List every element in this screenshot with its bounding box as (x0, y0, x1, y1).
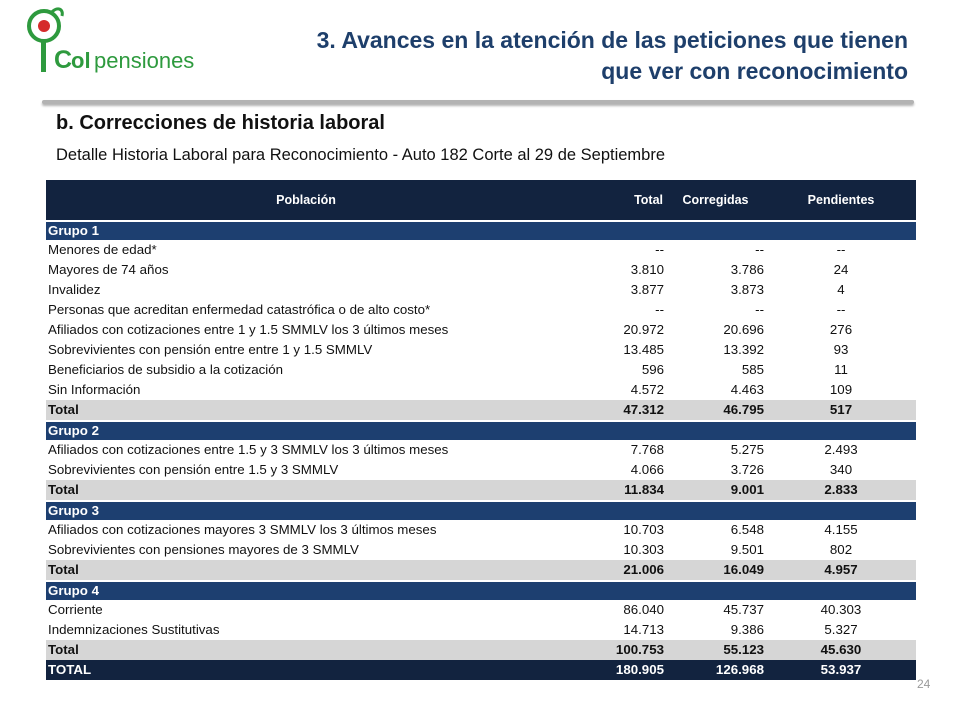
section-heading: b. Correcciones de historia laboral (56, 112, 385, 134)
cell-pendientes: 276 (829, 322, 853, 337)
table-row (46, 300, 916, 320)
cell-pendientes: 11 (834, 362, 848, 377)
cell-corregidas: 585 (741, 362, 764, 377)
table-row (46, 280, 916, 300)
total-corregidas: 9.001 (666, 480, 766, 501)
group-row (46, 581, 916, 600)
col-header-pendientes: Pendientes (766, 180, 916, 221)
cell-corregidas: -- (755, 302, 764, 317)
cell-total: 596 (641, 362, 664, 377)
group-label: Grupo 1 (46, 221, 916, 240)
cell-total: 86.040 (623, 602, 664, 617)
group-row (46, 501, 916, 520)
cell-total: 10.703 (623, 522, 664, 537)
total-total: 21.006 (566, 560, 666, 581)
cell-pendientes: 4 (837, 282, 845, 297)
cell-population: Mayores de 74 años (48, 262, 169, 277)
cell-pendientes: 340 (829, 462, 853, 477)
group-row (46, 221, 916, 240)
cell-population: Afiliados con cotizaciones entre 1 y 1.5 SMMLV los 3 últimos meses (48, 322, 449, 337)
cell-pendientes: 109 (829, 382, 853, 397)
cell-pendientes: -- (836, 242, 846, 257)
cell-corregidas: 13.392 (723, 342, 764, 357)
cell-population: Menores de edad* (48, 242, 157, 257)
total-total: 47.312 (566, 400, 666, 421)
cell-pendientes: 4.155 (824, 522, 858, 537)
cell-pendientes: 24 (833, 262, 849, 277)
cell-population: Beneficiarios de subsidio a la cotización (48, 362, 284, 377)
table-row (46, 620, 916, 640)
grand-total-corregidas: 126.968 (666, 660, 766, 680)
cell-population: Sobrevivientes con pensión entre 1.5 y 3 SMMLV (48, 462, 339, 477)
table-row (46, 600, 916, 620)
cell-population: Sobrevivientes con pensión entre entre 1 y 1.5 SMMLV (48, 342, 373, 357)
col-header-total: Total (566, 180, 666, 221)
cell-total: 4.572 (630, 382, 664, 397)
colpensiones-logo (14, 6, 194, 78)
total-total: 11.834 (566, 480, 666, 501)
cell-pendientes: -- (836, 302, 846, 317)
cell-pendientes: 2.493 (824, 442, 858, 457)
cell-pendientes: 93 (833, 342, 849, 357)
cell-population: Sin Información (48, 382, 141, 397)
cell-pendientes: 802 (829, 542, 853, 557)
cell-population: Corriente (48, 602, 103, 617)
page-title-line1: 3. Avances en la atención de las peticiones que tienen (316, 27, 908, 53)
cell-population: Afiliados con cotizaciones mayores 3 SMMLV los 3 últimos meses (48, 522, 437, 537)
cell-corregidas: 3.786 (730, 262, 764, 277)
cell-total: 3.810 (630, 262, 664, 277)
total-pendientes: 2.833 (766, 480, 916, 501)
table-row (46, 360, 916, 380)
cell-total: 10.303 (623, 542, 664, 557)
table-row (46, 440, 916, 460)
cell-corregidas: 6.548 (730, 522, 764, 537)
table-row (46, 460, 916, 480)
cell-total: 4.066 (630, 462, 664, 477)
grand-total-row (46, 660, 916, 680)
cell-pendientes: 5.327 (824, 622, 858, 637)
cell-total: -- (655, 242, 664, 257)
page-title-line2: que ver con reconocimiento (601, 58, 908, 84)
table-row (46, 340, 916, 360)
total-label: Total (46, 640, 566, 660)
cell-total: 14.713 (623, 622, 664, 637)
table-body (46, 221, 916, 680)
cell-corregidas: 20.696 (723, 322, 764, 337)
table-row (46, 240, 916, 260)
total-corregidas: 16.049 (666, 560, 766, 581)
group-total-row (46, 480, 916, 501)
group-total-row (46, 400, 916, 421)
table-subtitle: Detalle Historia Laboral para Reconocimiento - Auto 182 Corte al 29 de Septiembre (56, 146, 666, 164)
grand-total-pendientes: 53.937 (766, 660, 916, 680)
group-label: Grupo 2 (46, 421, 916, 440)
group-row (46, 421, 916, 440)
total-pendientes: 45.630 (766, 640, 916, 660)
col-header-poblacion: Población (46, 180, 566, 221)
total-label: Total (46, 480, 566, 501)
col-header-corregidas: Corregidas (666, 180, 766, 221)
cell-pendientes: 40.303 (820, 602, 862, 617)
group-total-row (46, 640, 916, 660)
cell-total: -- (655, 302, 664, 317)
cell-population: Invalidez (48, 282, 101, 297)
cell-total: 20.972 (623, 322, 664, 337)
cell-population: Personas que acreditan enfermedad catastrófica o de alto costo* (48, 302, 431, 317)
total-pendientes: 4.957 (766, 560, 916, 581)
cell-corregidas: 9.501 (730, 542, 764, 557)
cell-population: Afiliados con cotizaciones entre 1.5 y 3 SMMLV los 3 últimos meses (48, 442, 449, 457)
cell-total: 7.768 (630, 442, 664, 457)
cell-corregidas: 3.873 (730, 282, 764, 297)
cell-corregidas: 9.386 (730, 622, 764, 637)
grand-total-total: 180.905 (566, 660, 666, 680)
cell-total: 13.485 (623, 342, 664, 357)
cell-total: 3.877 (630, 282, 664, 297)
total-corregidas: 46.795 (666, 400, 766, 421)
table-row (46, 320, 916, 340)
page-title (208, 25, 908, 87)
cell-corregidas: 3.726 (730, 462, 764, 477)
history-table (46, 180, 916, 680)
title-divider (42, 100, 914, 104)
page-number: 24 (917, 677, 931, 691)
cell-corregidas: -- (755, 242, 764, 257)
table-row (46, 520, 916, 540)
total-pendientes: 517 (766, 400, 916, 421)
group-total-row (46, 560, 916, 581)
grand-total-label: TOTAL (46, 660, 566, 680)
svg-text:ol: ol (71, 48, 91, 73)
table-row (46, 540, 916, 560)
table-row (46, 380, 916, 400)
cell-corregidas: 45.737 (723, 602, 764, 617)
group-label: Grupo 4 (46, 581, 916, 600)
total-total: 100.753 (566, 640, 666, 660)
svg-text:C: C (54, 46, 73, 74)
total-label: Total (46, 560, 566, 581)
cell-population: Sobrevivientes con pensiones mayores de 3 SMMLV (48, 542, 359, 557)
svg-text:pensiones: pensiones (94, 48, 194, 73)
group-label: Grupo 3 (46, 501, 916, 520)
cell-corregidas: 4.463 (730, 382, 764, 397)
total-corregidas: 55.123 (666, 640, 766, 660)
table-header-row (46, 180, 916, 221)
cell-population: Indemnizaciones Sustitutivas (48, 622, 220, 637)
table-row (46, 260, 916, 280)
cell-corregidas: 5.275 (730, 442, 764, 457)
total-label: Total (46, 400, 566, 421)
